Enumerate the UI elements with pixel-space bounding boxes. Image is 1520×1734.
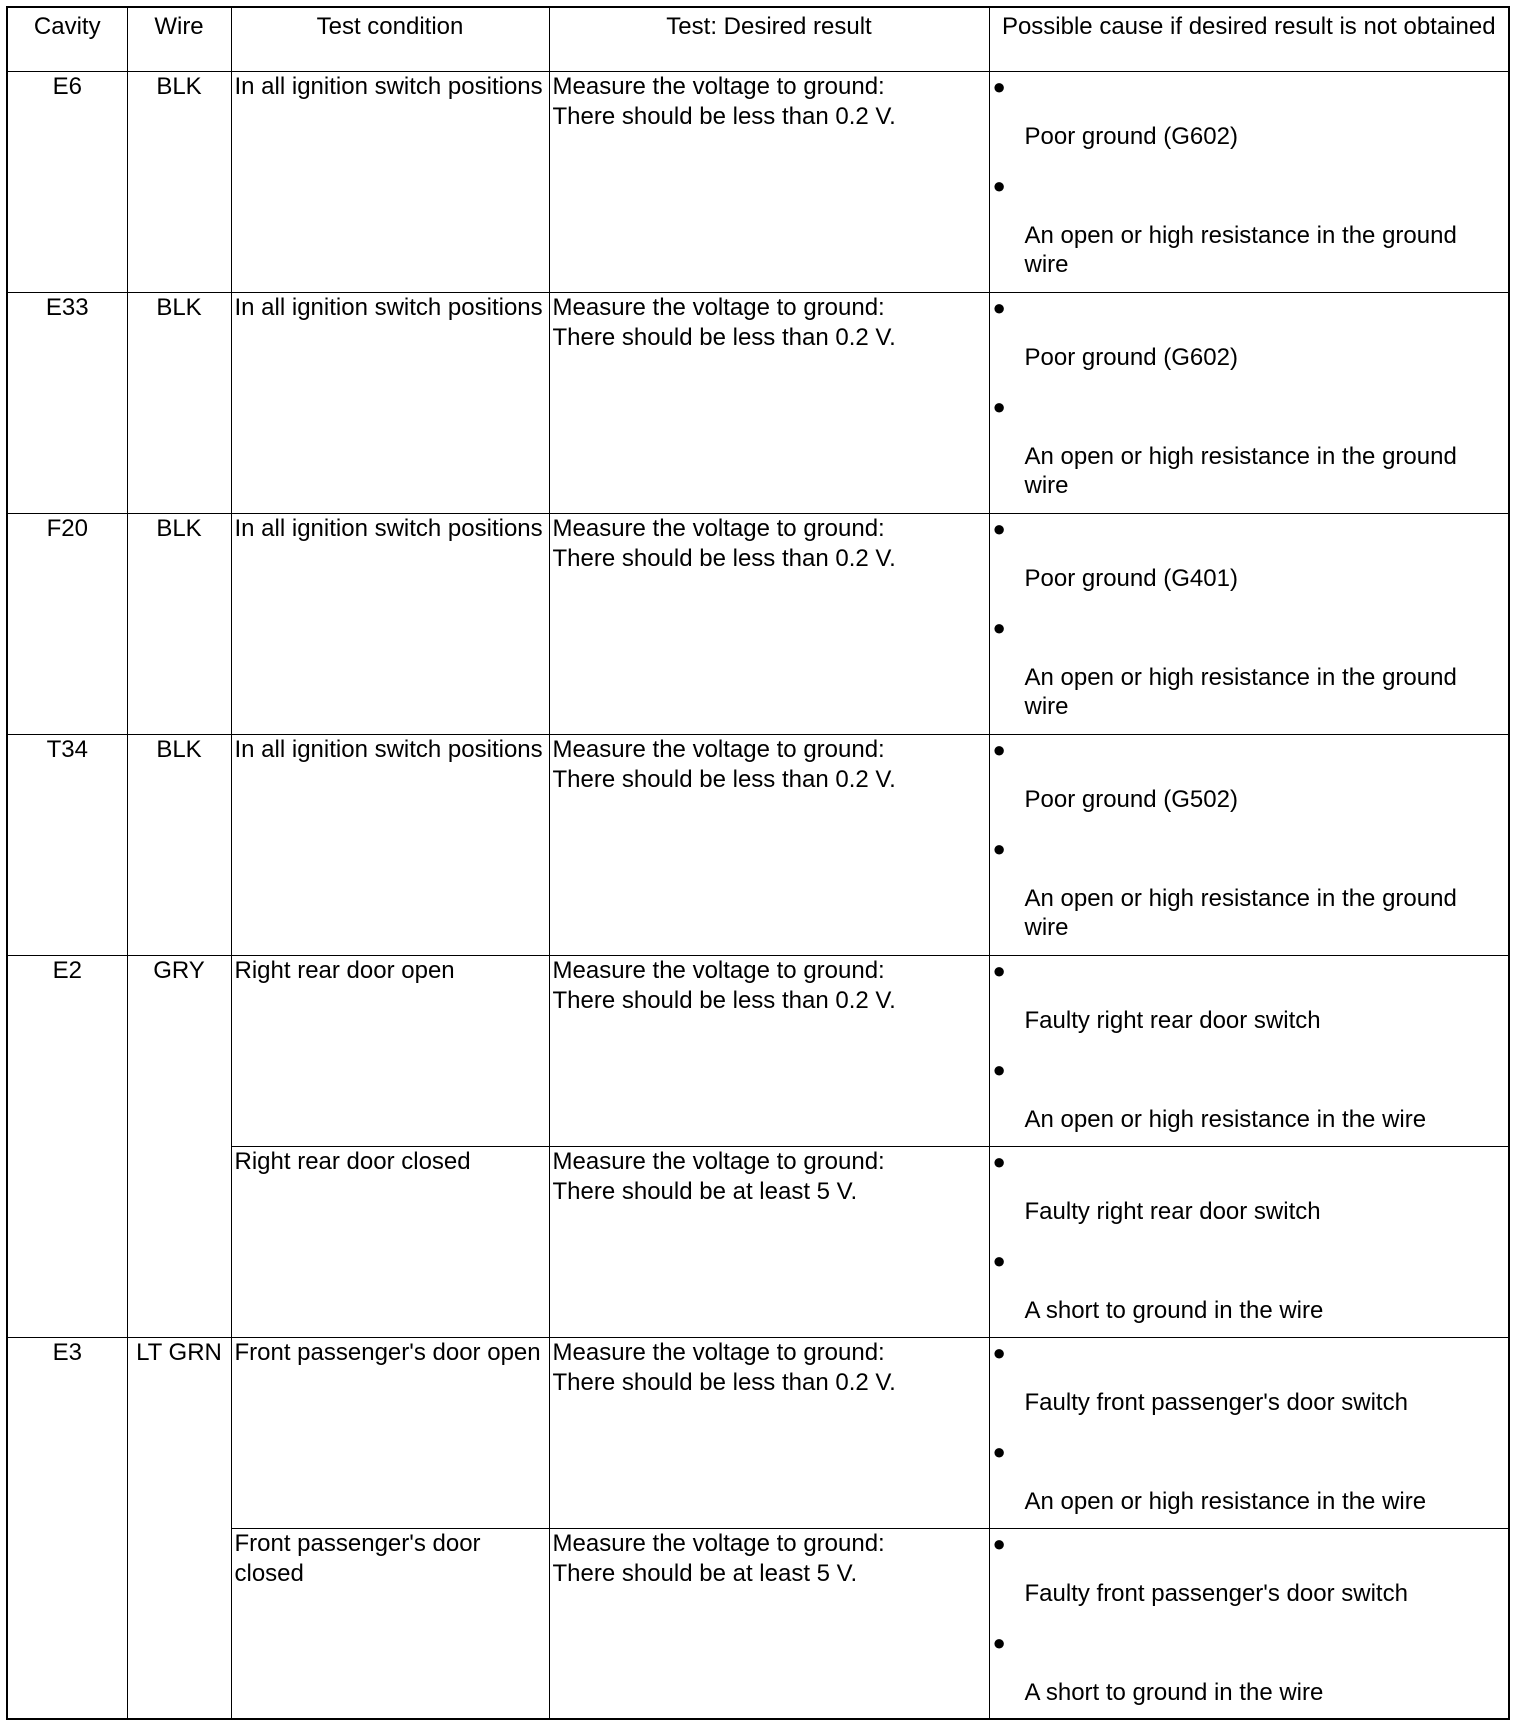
result-line-1: Measure the voltage to ground: (552, 293, 885, 321)
list-item (993, 1338, 1506, 1417)
header-wire: Wire (127, 7, 231, 71)
cavity-cell: E2 (7, 955, 127, 1337)
result-cell (549, 1337, 989, 1528)
list-item (993, 1529, 1506, 1608)
cause-list (993, 293, 1506, 500)
list-item (993, 72, 1506, 151)
bullet-icon: ● (992, 172, 1006, 198)
cause-list (993, 514, 1506, 721)
condition-cell: In all ignition switch positions (231, 71, 549, 292)
result-cell (549, 955, 989, 1146)
cause-cell (989, 71, 1509, 292)
list-item (993, 392, 1506, 500)
cause-text: Poor ground (G602) (1024, 343, 1238, 371)
cause-cell (989, 513, 1509, 734)
bullet-icon: ● (992, 736, 1006, 762)
result-cell (549, 292, 989, 513)
bullet-icon: ● (992, 73, 1006, 99)
cause-text: An open or high resistance in the wire (1024, 1487, 1427, 1515)
bullet-icon: ● (992, 1438, 1006, 1464)
cause-text: A short to ground in the wire (1024, 1678, 1324, 1706)
cause-text: An open or high resistance in the ground wire (1024, 663, 1457, 720)
cause-text: An open or high resistance in the ground wire (1024, 884, 1457, 941)
bullet-icon: ● (992, 614, 1006, 640)
header-cavity: Cavity (7, 7, 127, 71)
cause-cell (989, 734, 1509, 955)
cause-text: Faulty right rear door switch (1024, 1197, 1321, 1225)
cavity-cell: E33 (7, 292, 127, 513)
condition-cell: Front passenger's door closed (231, 1528, 549, 1719)
cause-cell (989, 955, 1509, 1146)
result-line-2: There should be less than 0.2 V. (552, 1368, 896, 1396)
cause-list (993, 735, 1506, 942)
condition-cell: Right rear door closed (231, 1146, 549, 1337)
cause-text: Faulty front passenger's door switch (1024, 1388, 1408, 1416)
cause-text: An open or high resistance in the ground wire (1024, 442, 1457, 499)
header-possible-cause: Possible cause if desired result is not obtained (989, 7, 1509, 71)
list-item (993, 956, 1506, 1035)
bullet-icon: ● (992, 294, 1006, 320)
cause-cell (989, 1528, 1509, 1719)
bullet-icon: ● (992, 1056, 1006, 1082)
result-line-1: Measure the voltage to ground: (552, 956, 885, 984)
bullet-icon: ● (992, 1247, 1006, 1273)
bullet-icon: ● (992, 1148, 1006, 1174)
bullet-icon: ● (992, 393, 1006, 419)
cause-text: Faulty right rear door switch (1024, 1006, 1321, 1034)
wire-cell: BLK (127, 71, 231, 292)
result-line-1: Measure the voltage to ground: (552, 72, 885, 100)
cause-text: Poor ground (G401) (1024, 564, 1238, 592)
result-cell (549, 71, 989, 292)
list-item (993, 171, 1506, 279)
wire-cell: BLK (127, 734, 231, 955)
result-line-2: There should be less than 0.2 V. (552, 986, 896, 1014)
condition-cell: In all ignition switch positions (231, 513, 549, 734)
cavity-cell: E6 (7, 71, 127, 292)
bullet-icon: ● (992, 1339, 1006, 1365)
result-line-1: Measure the voltage to ground: (552, 514, 885, 542)
list-item (993, 514, 1506, 593)
cavity-cell: T34 (7, 734, 127, 955)
cause-cell (989, 1146, 1509, 1337)
cavity-cell: F20 (7, 513, 127, 734)
bullet-icon: ● (992, 1629, 1006, 1655)
result-line-2: There should be at least 5 V. (552, 1177, 858, 1205)
cause-text: Faulty front passenger's door switch (1024, 1579, 1408, 1607)
list-item (993, 613, 1506, 721)
bullet-icon: ● (992, 515, 1006, 541)
diagnostic-table-sheet (6, 6, 1508, 1728)
list-item (993, 293, 1506, 372)
cause-text: An open or high resistance in the wire (1024, 1105, 1427, 1133)
cause-list (993, 1338, 1506, 1516)
cause-cell (989, 1337, 1509, 1528)
cause-text: An open or high resistance in the ground wire (1024, 221, 1457, 278)
cause-list (993, 72, 1506, 279)
cause-list (993, 1147, 1506, 1325)
table-row (7, 955, 1509, 1146)
cause-text: A short to ground in the wire (1024, 1296, 1324, 1324)
condition-cell: In all ignition switch positions (231, 292, 549, 513)
table-row (7, 734, 1509, 955)
header-row (7, 7, 1509, 71)
result-line-2: There should be less than 0.2 V. (552, 323, 896, 351)
bullet-icon: ● (992, 1530, 1006, 1556)
result-cell (549, 1528, 989, 1719)
list-item (993, 1628, 1506, 1707)
result-cell (549, 734, 989, 955)
result-line-1: Measure the voltage to ground: (552, 735, 885, 763)
cause-list (993, 1529, 1506, 1707)
table-row (7, 1337, 1509, 1528)
result-line-1: Measure the voltage to ground: (552, 1147, 885, 1175)
result-line-2: There should be less than 0.2 V. (552, 765, 896, 793)
wire-cell: LT GRN (127, 1337, 231, 1719)
result-line-2: There should be less than 0.2 V. (552, 102, 896, 130)
bullet-icon: ● (992, 835, 1006, 861)
list-item (993, 1437, 1506, 1516)
header-desired-result: Test: Desired result (549, 7, 989, 71)
table-row (7, 1146, 1509, 1337)
result-cell (549, 1146, 989, 1337)
cause-cell (989, 292, 1509, 513)
condition-cell: In all ignition switch positions (231, 734, 549, 955)
condition-cell: Front passenger's door open (231, 1337, 549, 1528)
condition-cell: Right rear door open (231, 955, 549, 1146)
result-line-2: There should be at least 5 V. (552, 1559, 858, 1587)
result-line-1: Measure the voltage to ground: (552, 1338, 885, 1366)
header-test-condition: Test condition (231, 7, 549, 71)
bullet-icon: ● (992, 957, 1006, 983)
result-line-2: There should be less than 0.2 V. (552, 544, 896, 572)
list-item (993, 1246, 1506, 1325)
list-item (993, 735, 1506, 814)
wire-cell: BLK (127, 513, 231, 734)
table-row (7, 513, 1509, 734)
table-row (7, 71, 1509, 292)
wire-cell: BLK (127, 292, 231, 513)
cavity-cell: E3 (7, 1337, 127, 1719)
list-item (993, 1147, 1506, 1226)
cause-list (993, 956, 1506, 1134)
table-row (7, 292, 1509, 513)
list-item (993, 1055, 1506, 1134)
list-item (993, 834, 1506, 942)
table-row (7, 1528, 1509, 1719)
result-line-1: Measure the voltage to ground: (552, 1529, 885, 1557)
diagnostic-table (6, 6, 1510, 1720)
wire-cell: GRY (127, 955, 231, 1337)
cause-text: Poor ground (G502) (1024, 785, 1238, 813)
cause-text: Poor ground (G602) (1024, 122, 1238, 150)
result-cell (549, 513, 989, 734)
